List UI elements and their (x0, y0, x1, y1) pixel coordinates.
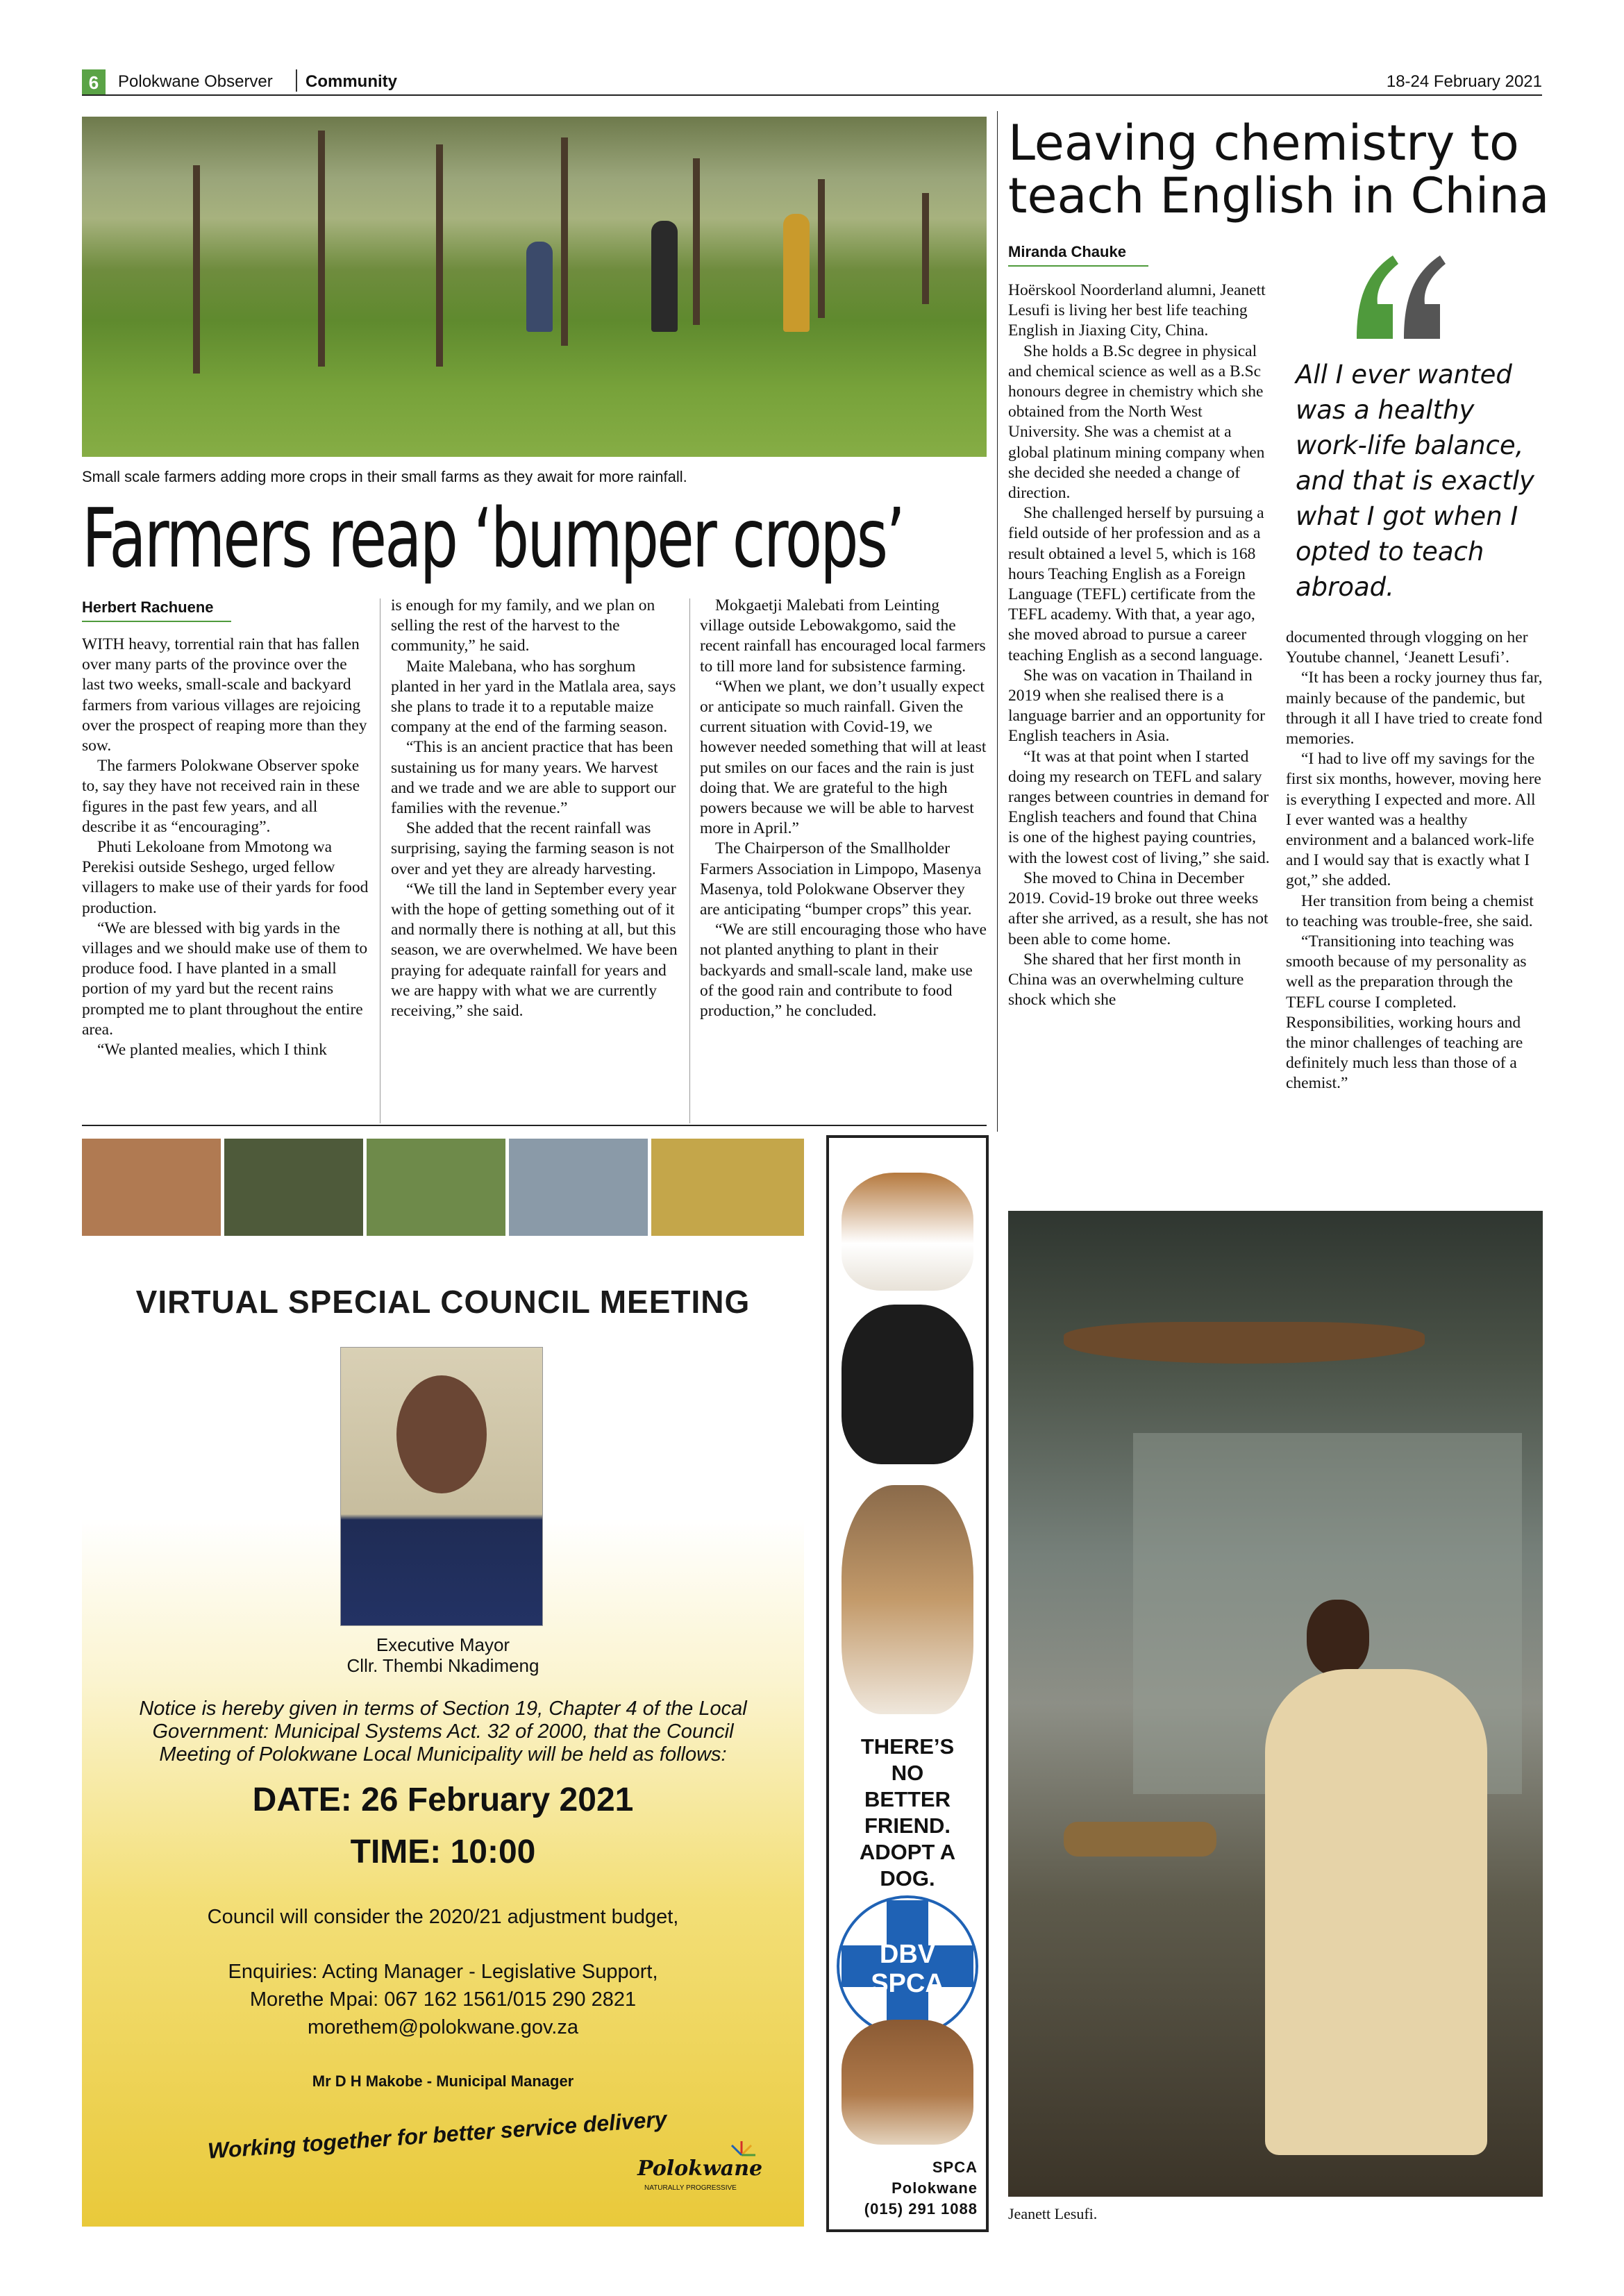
jeanett-lesufi-photo (1008, 1211, 1543, 2197)
paragraph: Hoërskool Noorderland alumni, Jeanett Lesufi is living her best life teaching English in Jiaxing City, China. (1008, 281, 1266, 340)
spca-slogan (829, 1734, 986, 1892)
paragraph: She shared that her first month in China was an overwhelming culture shock which she (1008, 950, 1244, 1009)
slogan-line: THERE’S (860, 1734, 955, 1759)
polokwane-logo (637, 2138, 762, 2194)
newspaper-name: Polokwane Observer (118, 72, 273, 91)
slogan-line: ADOPT A (859, 1840, 956, 1864)
farmers-photo (82, 117, 987, 457)
meeting-time: TIME: 10:00 (350, 1834, 536, 1870)
slogan-line: DOG. (880, 1866, 935, 1891)
china-column-1 (1008, 280, 1271, 1010)
dog-photo (842, 1485, 973, 1714)
ad-photo-strip (367, 1139, 505, 1236)
paragraph: Mokgaetji Malebati from Leinting village outside Lebowakgomo, said the recent rainfall has encouraged local farmers to till more land for subsistence farming. (700, 596, 986, 676)
dog-photo (842, 1173, 973, 1291)
spca-cross-icon (836, 1895, 979, 2038)
issue-date: 18-24 February 2021 (1386, 72, 1542, 91)
farmers-column-2 (391, 596, 679, 1021)
enquiries-phone: Morethe Mpai: 067 162 1561/015 290 2821 (249, 1988, 637, 2011)
enquiries-email: morethem@polokwane.gov.za (308, 2016, 578, 2038)
spca-ad (826, 1135, 989, 2232)
paragraph: “I had to live off my savings for the first six months, however, moving here is everything I expected and more. All I ever wanted was a healthy environment and a balanced work-life and I would say that is exactly what I got,” she added. (1286, 750, 1541, 890)
farmers-photo-caption: Small scale farmers adding more crops in their small farms as they await for more rainfall. (82, 468, 687, 485)
paragraph: is enough for my family, and we plan on selling the rest of the harvest to the community,” he said. (391, 596, 655, 655)
article-bottom-rule (82, 1125, 987, 1126)
china-column-2 (1286, 628, 1543, 1094)
farmers-byline: Herbert Rachuene (82, 598, 231, 622)
meeting-date: DATE: 26 February 2021 (252, 1782, 634, 1818)
paragraph: “Transitioning into teaching was smooth because of my personality as well as the preparation through the TEFL course I completed. Responsibilities, working hours and the minor challenges of teaching are definitely much less than those of a chemist.” (1286, 932, 1527, 1093)
ad-photo-strip (509, 1139, 648, 1236)
section-name: Community (305, 72, 397, 91)
farmers-headline: Farmers reap ‘bumper crops’ (82, 490, 903, 586)
enquiries-label: Enquiries: Acting Manager - Legislative Support, (228, 1961, 658, 1983)
paragraph: “We planted mealies, which I think (97, 1041, 327, 1059)
paragraph: The Chairperson of the Smallholder Farmers Association in Limpopo, Masenya Masenya, told Polokwane Observer they are anticipating “bumper crops” this year. (700, 839, 982, 919)
paragraph: Her transition from being a chemist to teaching was trouble-free, she said. (1286, 891, 1534, 930)
paragraph: She holds a B.Sc degree in physical and chemical science as well as a B.Sc honours degree in chemistry which she obtained from the North West University. She was a chemist at a global platinum mining company when she decided she needed a change of direction. (1008, 342, 1265, 503)
article-divider (997, 111, 998, 1132)
badge-line-1: DBV (879, 1940, 936, 1969)
logo-tagline: NATURALLY PROGRESSIVE (644, 2184, 737, 2192)
enquiries (82, 1958, 804, 2041)
ad-photo-strip (82, 1139, 221, 1236)
spca-city: Polokwane (891, 2179, 978, 2197)
council-meeting-ad (82, 1139, 804, 2227)
mayor-name: Cllr. Thembi Nkadimeng (346, 1655, 539, 1676)
china-headline: Leaving chemistry to teach English in China (1008, 115, 1550, 224)
meeting-notice: Notice is hereby given in terms of Section 19, Chapter 4 of the Local Government: Municipal Systems Act. 32 of 2000, that the Council Meeting of Polokwane Local Municipality will be held as follows: (139, 1698, 747, 1766)
header-rule (82, 94, 1542, 96)
slogan-line: FRIEND. (864, 1813, 951, 1838)
paragraph: She was on vacation in Thailand in 2019 when she realised there is a language barrier and an opportunity for English teachers in Asia. (1008, 666, 1265, 746)
spca-phone: (015) 291 1088 (864, 2200, 978, 2218)
header-divider (296, 69, 297, 92)
paragraph: She moved to China in December 2019. Covid-19 broke out three weeks after she arrived, as a result, she has not been able to come home. (1008, 869, 1269, 948)
slogan-line: BETTER (864, 1787, 951, 1811)
farmers-column-3 (700, 596, 987, 1021)
paragraph: “We are blessed with big yards in the villages and we should make use of them to produce food. I have planted in a small portion of my yard but the recent rains prompted me to plant throughout the entire area. (82, 919, 368, 1039)
paragraph: She challenged herself by pursuing a field outside of her profession and as a result obtained a level 5, which is 168 hours Teaching English as a Foreign Language (TEFL) certificate from the TEFL academy. With that, a year ago, she moved abroad to pursue a career teaching English as a second language. (1008, 504, 1264, 664)
mayor-role: Executive Mayor (376, 1634, 510, 1655)
ad-photo-strip (651, 1139, 804, 1236)
paragraph: “It has been a rocky journey thus far, mainly because of the pandemic, but through it all I have tried to create fond memories. (1286, 669, 1543, 748)
dog-photo (842, 1305, 973, 1464)
puppy-photo (842, 2020, 973, 2145)
mayor-portrait (340, 1347, 543, 1626)
logo-wordmark: Polokwane (637, 2156, 763, 2181)
paragraph: Maite Malebana, who has sorghum planted in her yard in the Matlala area, says she plans to trade it to a reputable maize company at the end of the farming season. (391, 657, 676, 737)
spca-contact (864, 2157, 978, 2220)
paragraph: Phuti Lekoloane from Mmotong wa Perekisi outside Seshego, urged fellow villagers to make use of their yards for food production. (82, 838, 369, 917)
slogan-line: NO (891, 1761, 924, 1785)
paragraph: WITH heavy, torrential rain that has fallen over many parts of the province over the last two weeks, small-scale and backyard farmers from various villages are rejoicing over the prospect of reaping more than they sow. (82, 635, 367, 755)
paragraph: “We are still encouraging those who have not planted anything to plant in their backyards and small-scale land, make use of the good rain and contribute to food production,” he concluded. (700, 921, 987, 1021)
ad-photo-strip (224, 1139, 363, 1236)
paragraph: “It was at that point when I started doing my research on TEFL and salary ranges between countries in demand for English teachers and found that China is one of the highest paying countries, with the lowest cost of living,” she said. (1008, 747, 1270, 867)
farmers-column-1 (82, 635, 369, 1060)
paragraph: The farmers Polokwane Observer spoke to, say they have not received rain in these figures in the past few years, and all describe it as “encouraging”. (82, 757, 360, 836)
paragraph: She added that the recent rainfall was surprising, saying the farming season is not over and yet they are already harvesting. (391, 819, 674, 878)
china-photo-caption: Jeanett Lesufi. (1008, 2205, 1098, 2222)
column-divider (689, 598, 690, 1123)
ad-title: VIRTUAL SPECIAL COUNCIL MEETING (135, 1284, 751, 1320)
spca-org: SPCA (932, 2159, 978, 2176)
ad-slogan: Working together for better service delivery (207, 2106, 668, 2163)
municipal-manager: Mr D H Makobe - Municipal Manager (312, 2072, 574, 2090)
mayor-title (82, 1634, 804, 1676)
paragraph: “We till the land in September every year with the hope of getting something out of it and normally there is nothing at all, but this season, we are overwhelmed. We have been praying for adequate rainfall for years and we are happy with what we are currently receiving,” she said. (391, 880, 678, 1021)
page-number: 6 (82, 69, 106, 96)
china-byline: Miranda Chauke (1008, 243, 1148, 267)
quote-mark-icon (1350, 249, 1447, 346)
meeting-agenda: Council will consider the 2020/21 adjustment budget, (207, 1906, 679, 1928)
badge-line-2: SPCA (871, 1969, 944, 1998)
pull-quote: All I ever wanted was a healthy work-life balance, and that is exactly what I got when I opted to teach abroad. (1296, 360, 1534, 602)
paragraph: “This is an ancient practice that has been sustaining us for many years. We harvest and we trade and we are able to support our families with the revenue.” (391, 738, 676, 818)
paragraph: documented through vlogging on her Youtube channel, ‘Jeanett Lesufi’. (1286, 628, 1528, 667)
paragraph: “When we plant, we don’t usually expect or anticipate so much rainfall. Given the current situation with Covid-19, we however needed something that will at least put smiles on our faces and the rain is just doing that. We are grateful to the high powers because we will be able to harvest more in April.” (700, 677, 987, 838)
